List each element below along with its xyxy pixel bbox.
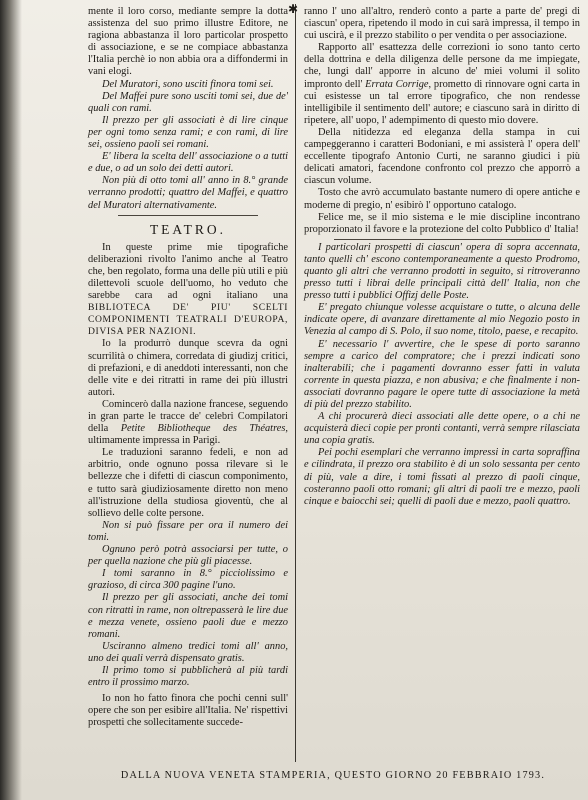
paragraph: I particolari prospetti di ciascun' opera di sopra accennata, tanto quelli ch' escono contemporaneamente a questo Prodromo, quanto gli altri che verranno prodotti in seguito, si ritroveranno presso tutti i librai delle principali città dell' Italia, non che presso tutti i pubblici Offizj delle Poste. <box>304 241 580 302</box>
paragraph-text: Rapporto all' esattezza delle correzioni io sono tanto certo della dottrina e della diligenza delle persone da me impiegate, che, lungi dall' apporre in alcuno de' miei volumi il solito impronto dell' <box>304 42 580 90</box>
paragraph: Usciranno almeno tredici tomi all' anno, uno dei quali verrà dispensato gratis. <box>88 640 288 664</box>
collection-title: BIBLIOTECA DE' PIU' SCELTI COMPONIMENTI TEATRALI D'EUROPA, DIVISA PER NAZIONI. <box>88 302 288 338</box>
paragraph: A chi procurerà dieci associati alle dette opere, o a chi ne acquisterà dieci copie per pronti contanti, verrà sempre rilasciata una copia gratis. <box>304 411 580 447</box>
paragraph: Pei pochi esemplari che verranno impressi in carta sopraffina e cilindrata, il prezzo ora stabilito è di un solo sessanta per cento di più, vale a dire, i tomi fissati al prezzo di paoli cinque, costeranno paoli otto romani; gli altri di paoli tre e mezzo, paoli cinque e baiocchi sei; quelli di paoli due e mezzo, paoli quattro. <box>304 447 580 507</box>
errata-title: Errata Corrige <box>365 78 429 90</box>
paragraph <box>304 42 580 127</box>
paragraph: Tosto che avrò accumulato bastante numero di opere antiche e moderne di pregio, n' esibirò l' opportuno catalogo. <box>304 187 580 211</box>
paragraph: Ognuno però potrà associarsi per tutte, o per quella nazione che più gli piacesse. <box>88 544 288 568</box>
paragraph: Il prezzo per gli associati, anche dei tomi con ritratti in rame, non oltrepasserà le lire due e mezza venete, ossieno paoli due e mezzo romani. <box>88 592 288 640</box>
paragraph-text: , ultimamente impressa in Parigi. <box>88 423 288 447</box>
left-column <box>88 6 288 729</box>
section-separator <box>118 215 258 216</box>
paragraph: E' necessario l' avvertire, che le spese di porto saranno sempre a carico del compratore; che i prezzi indicati sono inalterabili; che i pagamenti dovranno esser fatti in valuta corrente in questa piazza, e non abusiva; e che finalmente i non-associati dovranno pagare le opere tutte di associazione la metà di più del prezzo stabilito. <box>304 338 580 410</box>
paragraph: E' pregato chiunque volesse acquistare o tutte, o alcuna delle indicate opere, di avanzare direttamente al mio Negozio posto in Venezia al campo di S. Polo, il suo nome, titolo, paese, e recapito. <box>304 302 580 338</box>
section-separator <box>334 239 550 240</box>
paragraph: ranno l' uno all'altro, renderò conto a parte a parte de' pregi di ciascun' opera, ripetendo il modo in cui sarà impressa, il tempo in cui uscirà, e il prezzo stabilito o per vendita o per associazione. <box>304 6 580 42</box>
paragraph: Del Maffei pure sono usciti tomi sei, due de' quali con rami. <box>88 90 288 114</box>
paragraph: Le traduzioni saranno fedeli, e non ad arbitrio, onde ognuno possa rilevare sì le bellezze che i difetti di ciascun componimento, e tutto sarà giudiziosamente diretto non meno all'istruzione della studiosa gioventù, che al sollievo delle colte persone. <box>88 447 288 519</box>
paragraph: Non più di otto tomi all' anno in 8.° grande verranno prodotti; quattro del Maffei, e quattro del Muratori alternativamente. <box>88 175 288 211</box>
ornament-mark: ✱ <box>288 2 299 16</box>
paragraph: mente il loro corso, mediante sempre la dotta assistenza del suo primo illustre Editore, ne ragiona abbastanza il loro particolar prospetto di associazione, e se ne compiace abbastanza l'Italia perchè io non abbia ora a diffondermi in vani elogi. <box>88 6 288 78</box>
paragraph-text: In queste prime mie tipografiche deliberazioni rivolto l'animo anche al Teatro che, ben regolato, forma una delle più utili e più dilettevoli scuole dell'uomo, ho veduto che sarebbe cara ad ogni italiano una <box>88 241 288 302</box>
paragraph-text: Comincerò dalla nazione francese, seguendo in gran parte le tracce de' celebri Compilatori della <box>88 398 288 435</box>
column-divider <box>295 4 296 762</box>
paragraph: Il prezzo per gli associati è di lire cinque per ogni tomo senza rami; e con rami, di lire sei, ossieno paoli sei romani. <box>88 114 288 151</box>
binding-shadow <box>0 0 22 800</box>
paragraph: Della nitidezza ed eleganza della stampa in cui campeggeranno i caratteri Bodoniani, e mi assisterà l' opera dell' eccellente tipografo Antonio Curti, ne saranno giudici i più delicati amatori, facendone confronto col prezzo che apporrò a ciascun volume. <box>304 126 580 187</box>
paragraph: Io la produrrò dunque scevra da ogni scurrilità o chimera, corredata di giudizj critici, di prefazioni, e di aneddoti interessanti, non che delle vite e dei ritratti in rame dei più illustri autori. <box>88 338 288 398</box>
right-column <box>304 6 580 508</box>
imprint-footer: DALLA NUOVA VENETA STAMPERIA, QUESTO GIORNO 20 FEBBRAIO 1793. <box>120 770 546 781</box>
paragraph <box>88 242 288 339</box>
section-heading: TEATRO. <box>149 221 227 237</box>
paragraph: E' libera la scelta dell' associazione o a tutti e due, o ad un solo dei detti autori. <box>88 151 288 175</box>
paragraph: Felice me, se il mio sistema e le mie discipline incontrano proporzionato il favore e la protezione del colto Pubblico d' Italia! <box>304 211 580 235</box>
book-title: Petite Bibliotheque des Théatres <box>120 423 286 435</box>
paragraph-text: , prometto di rinnovare ogni carta in cui esistesse un tal errore tipografico, che non rendesse intelligibile il sentimento dell' autore; e ciascuno sarà in diritto di ripetere, all' uopo, l' adempimento di questo mio dovere. <box>304 78 580 126</box>
paragraph: Io non ho fatto finora che pochi cenni sull' opere che son per esibire all'Italia. Ne' rispettivi prospetti che sollecitamente succede- <box>88 693 288 729</box>
paragraph <box>88 399 288 447</box>
paragraph: Non si può fissare per ora il numero dei tomi. <box>88 519 288 543</box>
paragraph: Il primo tomo si pubblicherà al più tardi entro il prossimo marzo. <box>88 664 288 689</box>
paragraph: Del Muratori, sono usciti finora tomi sei. <box>102 78 274 90</box>
paragraph: I tomi saranno in 8.° picciolissimo e grazioso, di circa 300 pagine l'uno. <box>88 568 288 592</box>
